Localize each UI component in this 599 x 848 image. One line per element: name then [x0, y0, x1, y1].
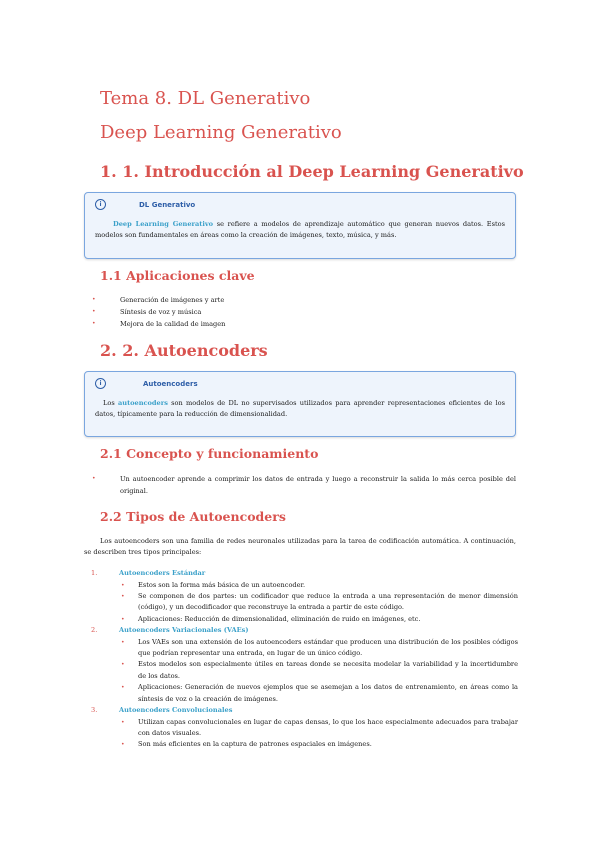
- bullet-dot-icon: •: [92, 296, 96, 303]
- bullet-dot-icon: •: [92, 320, 96, 327]
- document-subtitle: Deep Learning Generativo: [100, 122, 342, 143]
- subsection-heading-tipos: 2.2 Tipos de Autoencoders: [100, 509, 286, 524]
- concepto-list: [88, 473, 516, 497]
- tipos-ordered-list: [88, 568, 518, 751]
- type-title: Autoencoders Convolucionales: [119, 706, 233, 715]
- callout-term: autoencoders: [118, 399, 168, 407]
- callout-title: DL Generativo: [139, 200, 196, 209]
- sub-point: • Son más eficientes en la captura de patrones espaciales en imágenes.: [118, 739, 518, 750]
- info-icon: i: [95, 199, 106, 210]
- tipos-intro-paragraph: Los autoencoders son una familia de redes neuronales utilizadas para la tarea de codificación automática. A continuación, se describen tres tipos principales:: [84, 537, 516, 556]
- callout-title: Autoencoders: [143, 379, 198, 388]
- list-item: • Generación de imágenes y arte: [92, 296, 225, 304]
- callout-text: se refiere a modelos de aprendizaje automático que generan nuevos datos. Estos modelos son fundamentales en áreas como la creación de imágenes, texto, música, y más.: [95, 220, 505, 239]
- callout-text: son modelos de DL no supervisados utilizados para aprender representaciones eficientes de los datos, típicamente para la reducción de dimensionalidad.: [95, 399, 505, 418]
- bullet-dot-icon: •: [121, 661, 125, 669]
- callout-term: Deep Learning Generativo: [113, 220, 214, 228]
- sub-point: • Aplicaciones: Generación de nuevos ejemplos que se asemejan a los datos de entrenamiento, en áreas como la síntesis de voz o la creación de imágenes.: [121, 683, 518, 703]
- bullet-dot-icon: •: [121, 741, 125, 749]
- list-item: • Un autoencoder aprende a comprimir los datos de entrada y luego a reconstruir la salida lo más cerca posible del original.: [92, 475, 516, 495]
- list-item: • Síntesis de voz y música: [92, 308, 202, 316]
- ordered-item: 1. Autoencoders Estándar: [91, 569, 206, 577]
- callout-header: [95, 378, 198, 389]
- section-heading-autoencoders: 2. 2. Autoencoders: [100, 341, 268, 360]
- sub-point: • Estos son la forma más básica de un autoencoder.: [118, 580, 518, 591]
- bullet-dot-icon: •: [92, 475, 96, 482]
- sub-point: • Utilizan capas convolucionales en lugar de capas densas, lo que los hace especialmente adecuados para trabajar con datos visuales.: [121, 717, 518, 737]
- bullet-dot-icon: •: [121, 615, 125, 623]
- document-title: Tema 8. DL Generativo: [100, 88, 311, 109]
- callout-body: Los autoencoders son modelos de DL no supervisados utilizados para aprender representaciones eficientes de los datos, típicamente para la reducción de dimensionalidad.: [95, 399, 505, 418]
- callout-body: [95, 219, 505, 241]
- sub-point: • Aplicaciones: Reducción de dimensionalidad, eliminación de ruido en imágenes, etc.: [118, 614, 518, 625]
- callout-header: [95, 199, 195, 210]
- ordered-item: 3. Autoencoders Convolucionales: [91, 706, 233, 715]
- bullet-dot-icon: •: [121, 592, 125, 600]
- sub-point: • Estos modelos son especialmente útiles en tareas donde se necesita modelar la variabilidad y la incertidumbre de los datos.: [121, 660, 518, 680]
- type-title: Autoencoders Estándar: [119, 569, 206, 577]
- callout-autoencoders: [84, 371, 516, 437]
- bullet-dot-icon: •: [121, 684, 125, 692]
- info-icon: i: [95, 378, 106, 389]
- list-item: • Mejora de la calidad de imagen: [92, 320, 226, 328]
- aplicaciones-list: [88, 294, 518, 330]
- ordered-item: 2. Autoencoders Variacionales (VAEs): [91, 626, 249, 635]
- sub-point: • Los VAEs son una extensión de los autoencoders estándar que producen una distribución de los posibles códigos que podrían representar una entrada, en lugar de un único código.: [121, 637, 518, 658]
- bullet-dot-icon: •: [92, 308, 96, 315]
- subsection-heading-aplicaciones: 1.1 Aplicaciones clave: [100, 268, 255, 283]
- bullet-dot-icon: •: [121, 718, 125, 726]
- bullet-dot-icon: •: [121, 581, 125, 589]
- section-heading-intro: 1. 1. Introducción al Deep Learning Generativo: [100, 162, 524, 181]
- type-title: Autoencoders Variacionales (VAEs): [119, 626, 249, 635]
- bullet-dot-icon: •: [121, 638, 125, 646]
- sub-point: • Se componen de dos partes: un codificador que reduce la entrada a una representación de menor dimensión (código), y un decodificador que reconstruye la entrada a partir de este código.: [121, 591, 518, 612]
- callout-dl-generativo: [84, 192, 516, 259]
- subsection-heading-concepto: 2.1 Concepto y funcionamiento: [100, 446, 319, 461]
